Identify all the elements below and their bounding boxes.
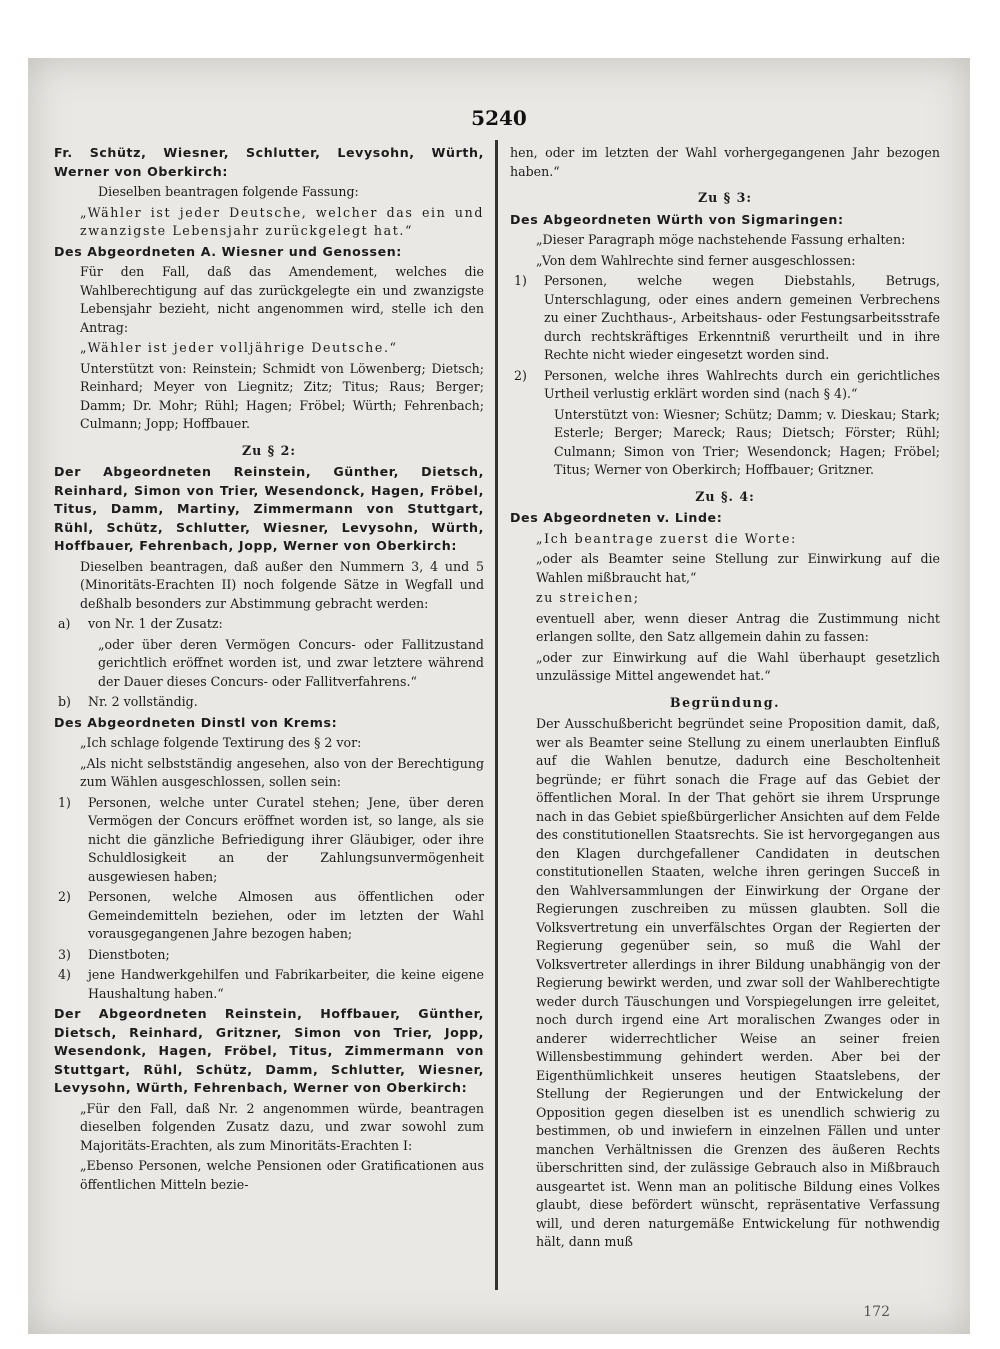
list-item bbox=[54, 794, 484, 887]
section-title: Zu § 2: bbox=[241, 442, 297, 458]
paragraph: „Von dem Wahlrechte sind ferner ausgeschlossen: bbox=[536, 252, 856, 268]
page-sheet bbox=[28, 58, 970, 1334]
motion-heading: Des Abgeordneten Dinstl von Krems: bbox=[54, 714, 338, 730]
motion-heading: Der Abgeordneten Reinstein, Günther, Dietsch, Reinhard, Simon von Trier, Wesendonck, Hagen, Fröbel, Titus, Damm, Martiny, Zimmermann von Stuttgart, Rühl, Schütz, Schlutter, Wiesner, Levysohn, Würth, Hoffbauer, Fehrenbach, Jopp, Werner von Oberkirch: bbox=[54, 464, 484, 553]
paragraph: „Als nicht selbstständig angesehen, also von der Berechtigung zum Wählen ausgeschlossen, sollen sein: bbox=[80, 755, 484, 789]
left-column bbox=[54, 144, 484, 1196]
paragraph: eventuell aber, wenn dieser Antrag die Zustimmung nicht erlangen sollte, den Satz allgemein dahin zu fassen: bbox=[536, 610, 940, 644]
motion-heading: Fr. Schütz, Wiesner, Schlutter, Levysohn, Würth, Werner von Oberkirch: bbox=[54, 145, 484, 179]
quote-paragraph: „oder als Beamter seine Stellung zur Einwirkung auf die Wahlen mißbraucht hat,“ bbox=[536, 551, 940, 585]
list-item-label: a) bbox=[58, 616, 71, 631]
motion-heading: Des Abgeordneten v. Linde: bbox=[510, 510, 723, 525]
list-item-text: von Nr. 1 der Zusatz: bbox=[88, 616, 223, 631]
paragraph: „Für den Fall, daß Nr. 2 angenommen würde, beantragen dieselben folgenden Zusatz dazu, und zwar sowohl zum Majoritäts-Erachten, als zum Minoritäts-Erachten I: bbox=[80, 1100, 484, 1153]
paragraph: Dieselben beantragen, daß außer den Nummern 3, 4 und 5 (Minoritäts-Erachten II) noch folgende Sätze in Wegfall und deßhalb besonders zur Abstimmung gebracht werden: bbox=[80, 558, 484, 611]
list-item-label: 1) bbox=[514, 273, 527, 288]
list-item-label: 1) bbox=[58, 794, 71, 810]
list-item-text: Personen, welche unter Curatel stehen; Jene, über deren Vermögen der Concurs eröffnet worden ist, so lange, als sie nicht die gänzliche Befriedigung ihrer Gläubiger, oder ihre Schuldlosigkeit an der Zahlungsunvermögenheit ausgewiesen haben; bbox=[88, 794, 484, 884]
paragraph: Dieselben beantragen folgende Fassung: bbox=[98, 184, 359, 199]
list-item-text: Dienstboten; bbox=[88, 946, 170, 962]
quote-paragraph: „oder zur Einwirkung auf die Wahl überhaupt gesetzlich unzulässige Mittel angewendet hat.“ bbox=[536, 649, 940, 683]
list-item-label: 3) bbox=[58, 946, 71, 962]
list-item-label: b) bbox=[58, 694, 71, 709]
paragraph: hen, oder im letzten der Wahl vorhergegangenen Jahr bezogen haben.“ bbox=[510, 145, 940, 179]
list-item-text: Personen, welche Almosen aus öffentlichen oder Gemeindemitteln beziehen, oder im letzten der Wahl vorausgegangenen Jahre bezogen haben; bbox=[88, 889, 484, 941]
section-title: Zu § 3: bbox=[697, 190, 753, 205]
page-number: 5240 bbox=[471, 106, 527, 130]
list-item-text: Personen, welche ihres Wahlrechts durch ein gerichtliches Urtheil verlustig erklärt worden sind (nach § 4).“ bbox=[544, 367, 940, 401]
list-item bbox=[54, 966, 484, 1003]
paragraph: Für den Fall, daß das Amendement, welches die Wahlberechtigung auf das zurückgelegte ein und zwanzigste Lebensjahr bezieht, nicht angenommen wird, stelle ich den Antrag: bbox=[80, 264, 484, 335]
right-column bbox=[510, 144, 940, 1254]
supporters-list: Unterstützt von: Wiesner; Schütz; Damm; v. Dieskau; Stark; Esterle; Berger; Mareck; Raus; Dietsch; Förster; Rühl; Culmann; Simon von Trier; Wesendonck; Hagen; Fröbel; Titus; Werner von Oberkirch; Hoffbauer; Gritzner. bbox=[554, 406, 940, 477]
quote-paragraph: „Wähler ist jeder volljährige Deutsche.“ bbox=[80, 340, 398, 355]
list-item bbox=[510, 272, 940, 365]
paragraph: Der Ausschußbericht begründet seine Proposition damit, daß, wer als Beamter seine Stellung zu einem unerlaubten Einfluß auf die Wahlen benutze, dadurch eine Bescholtenheit begründe; er führt sonach die Frage auf das Gebiet der öffentlichen Moral. In der That gehört sie ihrem Ursprunge nach in das Gebiet spießbürgerlicher Ansichten auf dem Felde des constitutionellen Staatsrechts. Sie ist hervorgegangen aus den Klagen durchgefallener Candidaten in deutschen constitutionellen Staaten, welche ihren geringen Succeß in den Wahlversammlungen der Einwirkung der Organe der Regierungen zuschreiben zu müssen glaubten. Soll die Volksvertretung ein unverfälschtes Organ der Regierten der Regierung gegenüber sein, so muß die Wahl der Volksvertreter allerdings in ihrer Bildung unabhängig von der Regierung bewirkt werden, und zwar soll der Wahlberechtigte weder durch Täuschungen und Vorspiegelungen irre geleitet, noch durch irgend eine Art moralischen Zwanges oder in anderer widerrechtlicher Weise an seiner freien Willensbestimmung gehindert werden. Aber bei der Eigenthümlichkeit unseres heutigen Staatslebens, der Stellung der Regierungen und der Entwickelung der Opposition gegen dieselben ist es unendlich schwierig zu bestimmen, ob und inwiefern in einzelnen Fällen und unter manchen Verhältnissen die Grenzen des äußeren Rechts überschritten sind, der zulässige Gebrauch also in Mißbrauch ausgeartet ist. Wenn man an politische Bildung eines Volkes glaubt, diese befördert wünscht, repräsentative Verfassung will, und deren naturgemäße Entwickelung für nothwendig hält, dann muß bbox=[536, 716, 940, 1249]
signature-mark: 172 bbox=[863, 1304, 890, 1320]
list-item-text: jene Handwerkgehilfen und Fabrikarbeiter, die keine eigene Haushaltung haben.“ bbox=[88, 967, 484, 1001]
list-item bbox=[54, 888, 484, 944]
column-divider bbox=[495, 140, 498, 1290]
motion-heading: Der Abgeordneten Reinstein, Hoffbauer, Günther, Dietsch, Reinhard, Gritzner, Simon von Trier, Jopp, Wesendonk, Hagen, Fröbel, Titus, Zimmermann von Stuttgart, Rühl, Schütz, Damm, Schlutter, Wiesner, Levysohn, Würth, Fehrenbach, Werner von Oberkirch: bbox=[54, 1006, 484, 1095]
paragraph: zu streichen; bbox=[536, 590, 640, 605]
paragraph: „Ebenso Personen, welche Pensionen oder Gratificationen aus öffentlichen Mitteln bezie- bbox=[80, 1158, 484, 1192]
section-title: Begründung. bbox=[669, 694, 781, 710]
motion-heading: Des Abgeordneten Würth von Sigmaringen: bbox=[510, 211, 844, 227]
list-item bbox=[54, 615, 484, 634]
quote-paragraph: „Wähler ist jeder Deutsche, welcher das ein und zwanzigste Lebensjahr zurückgelegt hat.“ bbox=[80, 204, 484, 238]
list-item-label: 2) bbox=[514, 367, 527, 383]
paragraph: „Ich schlage folgende Textirung des § 2 vor: bbox=[80, 735, 362, 750]
motion-heading: Des Abgeordneten A. Wiesner und Genossen: bbox=[54, 243, 402, 259]
paragraph: „Dieser Paragraph möge nachstehende Fassung erhalten: bbox=[536, 232, 906, 247]
section-title: Zu §. 4: bbox=[695, 488, 755, 504]
list-item-label: 2) bbox=[58, 889, 71, 904]
list-item-text: Nr. 2 vollständig. bbox=[88, 694, 198, 709]
paragraph: „Ich beantrage zuerst die Worte: bbox=[536, 530, 797, 546]
quote-paragraph: „oder über deren Vermögen Concurs- oder Fallitzustand gerichtlich eröffnet worden ist, und zwar letztere während der Dauer dieses Concurs- oder Fallitverfahrens.“ bbox=[98, 636, 484, 689]
list-item-label: 4) bbox=[58, 967, 71, 982]
list-item bbox=[54, 946, 484, 965]
list-item-text: Personen, welche wegen Diebstahls, Betrugs, Unterschlagung, oder eines andern gemeinen Verbrechens zu einer Zuchthaus-, Arbeitshaus- oder Festungsarbeitsstrafe durch rechtskräftiges Erkenntniß verurtheilt und in ihre Rechte nicht wieder eingesetzt worden sind. bbox=[544, 273, 940, 362]
list-item bbox=[54, 693, 484, 712]
supporters-list: Unterstützt von: Reinstein; Schmidt von Löwenberg; Dietsch; Reinhard; Meyer von Liegnitz; Zitz; Titus; Raus; Berger; Damm; Dr. Mohr; Rühl; Hagen; Fröbel; Würth; Fehrenbach; Culmann; Jopp; Hoffbauer. bbox=[80, 360, 484, 431]
list-item bbox=[510, 367, 940, 404]
